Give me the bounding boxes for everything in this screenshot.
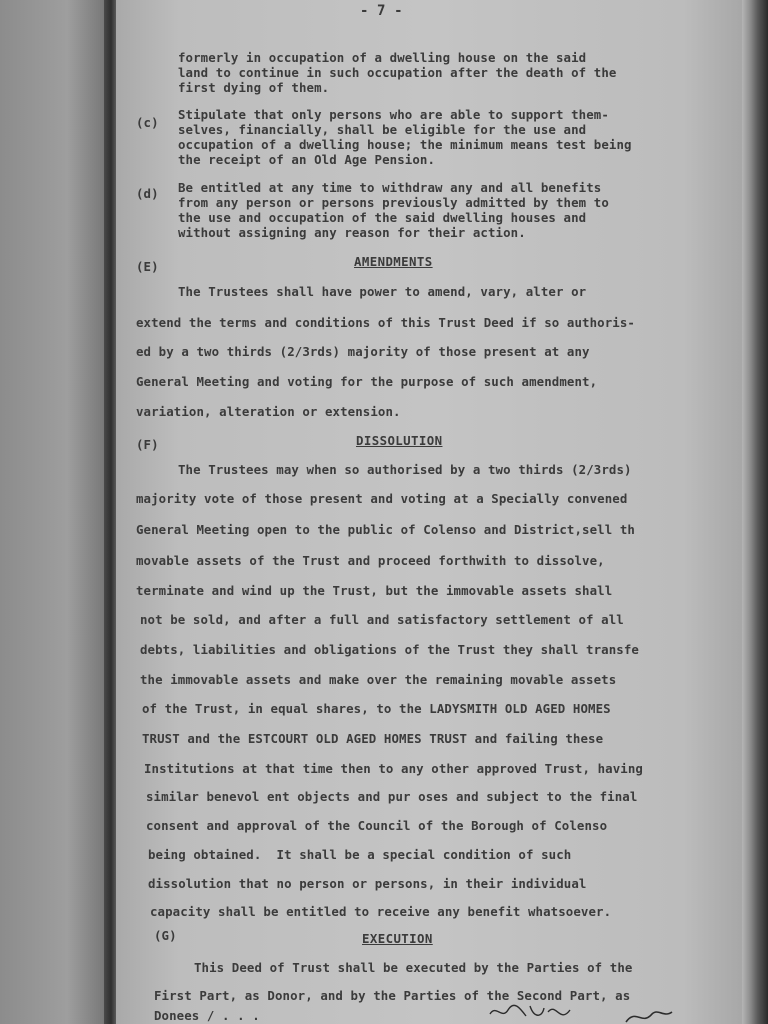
text-line: capacity shall be entitled to receive any benefit whatsoever.: [150, 904, 612, 919]
text-line: The Trustees shall have power to amend, vary, alter or: [178, 284, 587, 299]
heading-amendments: AMENDMENTS: [354, 254, 433, 269]
page-number: - 7 -: [360, 3, 403, 19]
text-line: Stipulate that only persons who are able to support them-: [178, 107, 609, 122]
item-label-c: (c): [136, 115, 159, 130]
heading-execution: EXECUTION: [362, 931, 433, 946]
text-line: not be sold, and after a full and satisfactory settlement of all: [140, 612, 624, 627]
text-line: occupation of a dwelling house; the minimum means test being: [178, 137, 632, 152]
text-line: TRUST and the ESTCOURT OLD AGED HOMES TRUST and failing these: [142, 731, 604, 746]
text-line: Institutions at that time then to any other approved Trust, having: [144, 761, 643, 776]
facing-page: [0, 0, 112, 1024]
text-line: of the Trust, in equal shares, to the LADYSMITH OLD AGED HOMES: [142, 701, 611, 716]
text-line: land to continue in such occupation after the death of the: [178, 65, 617, 80]
text-line: Donees / . . .: [154, 1008, 260, 1023]
text-line: The Trustees may when so authorised by a two thirds (2/3rds): [178, 462, 632, 477]
text-line: debts, liabilities and obligations of the Trust they shall transfe: [140, 642, 639, 657]
text-line: consent and approval of the Council of the Borough of Colenso: [146, 818, 608, 833]
document-page: [116, 0, 746, 1024]
section-label-f: (F): [136, 437, 159, 452]
text-line: dissolution that no person or persons, in their individual: [148, 876, 587, 891]
text-line: ed by a two thirds (2/3rds) majority of those present at any: [136, 344, 590, 359]
text-line: from any person or persons previously admitted by them to: [178, 195, 609, 210]
text-line: General Meeting and voting for the purpose of such amendment,: [136, 374, 598, 389]
text-line: Be entitled at any time to withdraw any and all benefits: [178, 180, 602, 195]
heading-dissolution: DISSOLUTION: [356, 433, 443, 448]
book-edge: [742, 0, 768, 1024]
text-line: variation, alteration or extension.: [136, 404, 401, 419]
text-line: extend the terms and conditions of this Trust Deed if so authoris-: [136, 315, 635, 330]
text-line: This Deed of Trust shall be executed by the Parties of the: [194, 960, 633, 975]
text-line: the immovable assets and make over the remaining movable assets: [140, 672, 617, 687]
text-line: terminate and wind up the Trust, but the immovable assets shall: [136, 583, 613, 598]
text-line: first dying of them.: [178, 80, 330, 95]
handwritten-signature: [486, 1000, 676, 1024]
text-line: without assigning any reason for their action.: [178, 225, 526, 240]
text-line: the receipt of an Old Age Pension.: [178, 152, 436, 167]
item-label-d: (d): [136, 186, 159, 201]
text-line: the use and occupation of the said dwelling houses and: [178, 210, 587, 225]
text-line: being obtained. It shall be a special condition of such: [148, 847, 572, 862]
text-line: formerly in occupation of a dwelling house on the said: [178, 50, 587, 65]
text-line: majority vote of those present and voting at a Specially convened: [136, 491, 628, 506]
text-line: First Part, as Donor, and by the Parties of the Second Part, as: [154, 988, 631, 1003]
text-line: selves, financially, shall be eligible for the use and: [178, 122, 587, 137]
text-line: General Meeting open to the public of Colenso and District,sell th: [136, 522, 635, 537]
text-line: movable assets of the Trust and proceed forthwith to dissolve,: [136, 553, 605, 568]
text-line: similar benevol ent objects and pur oses and subject to the final: [146, 789, 638, 804]
section-label-g: (G): [154, 928, 177, 943]
section-label-e: (E): [136, 259, 159, 274]
